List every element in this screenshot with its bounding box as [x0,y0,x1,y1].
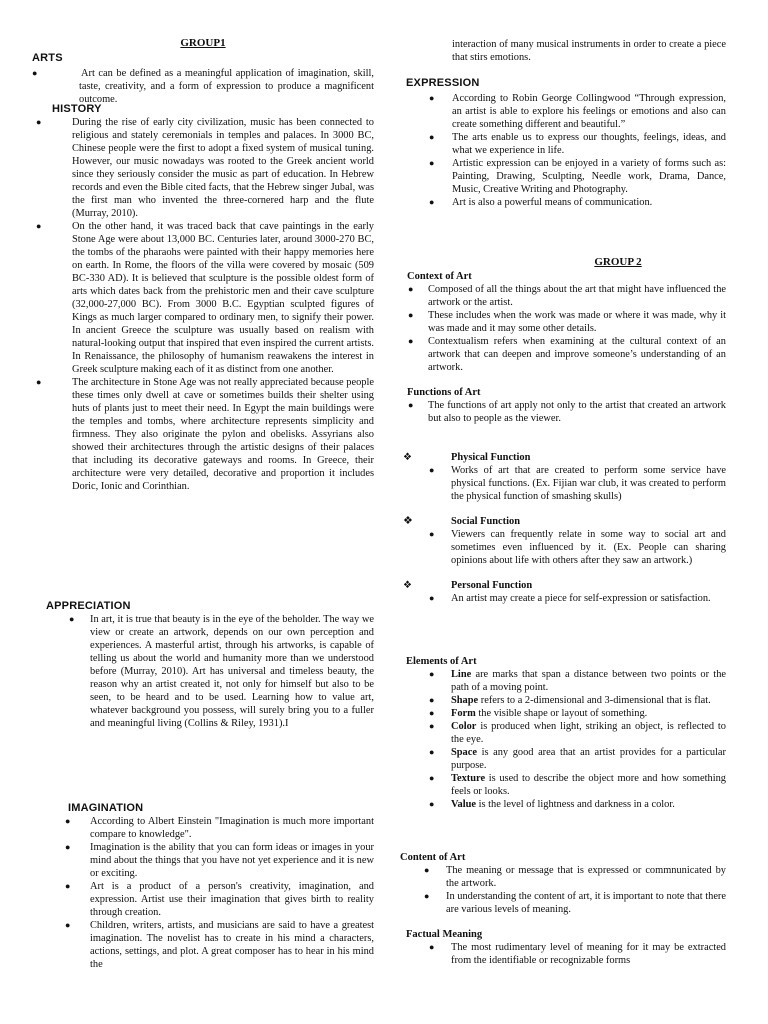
bullet-icon: ● [65,816,71,826]
list-item [400,528,726,567]
list-item [400,283,726,309]
imagination-text-2: Imagination is the ability that you can form ideas or images in your mind about the things that you have not yet experience and it is new or exciting. [90,842,374,879]
list-item [400,399,726,425]
bullet-icon: ● [36,221,42,231]
list-item [32,67,374,106]
bullet-icon: ● [408,336,414,346]
bullet-icon: ● [424,865,430,875]
bullet-icon: ● [429,747,435,757]
term-space: Space [451,747,477,758]
bullet-icon: ● [429,197,435,207]
context-text-3: Contextualism refers when examining at the cultural context of an artwork that can deepen and improve someone’s understanding of an artwork. [428,336,726,373]
list-item [32,116,374,220]
content-text-1: The meaning or message that is expressed or commnunicated by the artwork. [446,865,726,889]
arts-text: Art can be defined as a meaningful application of imagination, skill, taste, creativity, and a form of expression to produce a magnificent outcome. [79,68,374,105]
factual-meaning-heading: Factual Meaning [406,929,483,940]
list-item [400,92,726,131]
list-item [32,815,374,841]
bullet-icon: ● [429,695,435,705]
context-text-1: Composed of all the things about the art that might have influenced the artwork or the artist. [428,284,726,308]
bullet-icon: ● [429,93,435,103]
def-space: is any good area that an artist provides for a particular purpose. [451,747,726,771]
social-function-text: Viewers can frequently relate in some way to social art and sometimes even influenced by it. (Ex. People can sharing opinions about life with others after they saw an artwork.) [451,529,726,566]
social-function-heading-row [400,515,726,528]
list-item [400,798,726,811]
term-line: Line [451,669,472,680]
bullet-icon: ● [429,799,435,809]
factual-meaning-text: The most rudimentary level of meaning for it may be extracted from the identifiable or recognizable forms [451,942,726,966]
bullet-icon: ● [429,132,435,142]
element-texture [451,772,726,798]
history-text-1: During the rise of early city civilization, music has been connected to religious and stately ceremonials in temples and palaces. In 3000 BC, Chinese people were the first to adopt a fixed system of musical tuning. However, our music nowadays was rooted to the Greek ancient world since they seriously consider the music as part of education. In Hebrew records and even the Bible cited facts, that the Hebrew singer Jubal, was the first man who invented the three-cornered harp and the flute (Murray, 2010). [72,117,374,219]
personal-function-heading: Personal Function [451,580,533,591]
context-heading: Context of Art [407,271,472,282]
content-section [400,851,726,916]
expression-text-2: The arts enable us to express our thoughts, feelings, ideas, and what we experience in life. [452,132,726,156]
term-texture: Texture [451,773,486,784]
history-section [32,103,374,493]
element-color [451,720,726,746]
context-text-2: These includes when the work was made or where it was made, why it was made and it may some other details. [428,310,726,334]
def-line: are marks that span a distance between two points or the path of a moving point. [451,669,726,693]
term-shape: Shape [451,695,479,706]
element-value [451,798,726,811]
term-value: Value [451,799,477,810]
history-heading: HISTORY [52,103,102,115]
term-color: Color [451,721,477,732]
list-item [400,157,726,196]
list-item [400,335,726,374]
list-item [400,890,726,916]
def-form: the visible shape or layout of something. [478,708,648,719]
diamond-bullet-icon: ❖ [403,580,412,591]
def-shape: refers to a 2-dimensional and 3-dimensional that is flat. [480,695,711,706]
list-item [400,772,726,798]
list-item [400,309,726,335]
list-item [400,941,726,967]
list-item [400,196,726,209]
factual-meaning-section [400,928,726,967]
list-item [32,220,374,376]
appreciation-section [32,600,374,730]
list-item [32,919,374,971]
element-line [451,668,726,694]
functions-heading: Functions of Art [407,387,481,398]
list-item [400,131,726,157]
bullet-icon: ● [69,614,75,624]
bullet-icon: ● [32,68,38,78]
bullet-icon: ● [429,529,435,539]
list-item [400,720,726,746]
expression-text-4: Art is also a powerful means of communication. [452,197,653,208]
bullet-icon: ● [408,400,414,410]
history-text-2: On the other hand, it was traced back that cave paintings in the early Stone Age were about 13,000 BC. Centuries later, around 3000-270 BC, the tombs of the pharaohs were painted with their happy memories here on earth. In Rome, the floors of the villa were covered by mosaic (509 BC-330 AD). It is believed that sculpture is the possible oldest form of arts which dates back from the prehistoric men and their cave sculpture (32,000-27,000 BC). From 3000 B.C. Egyptian sculpted figures of Kings as much larger compared to ordinary men, to signify their power. In ancient Greece the sculpture was usually based on realism with natural-looking output that inspired that even inspired the current artists. In Renaissance, the philosophy of humanism reawakens the interest in Greek sculpture making each of it as distinct from one another. [72,221,374,375]
term-form: Form [451,708,476,719]
history-text-3: The architecture in Stone Age was not really appreciated because people these times only dwell at cave or sometimes builds their shelter using huts of plants just to meet their need. In Egypt the main buildings were the temples and tombs, where architecture represents simplicity and firmness. They also originate the pylon and obelisks. Assyrians also showed their architectures through the artistic designs of their palaces that including its decorative gateways and rooms. In Greece, their architecture were very detailed, decorative and proportion it includes Doric, Ionic and Corinthian. [72,377,374,492]
list-item [400,668,726,694]
def-texture: is used to describe the object more and how something feels or looks. [451,773,726,797]
physical-function-text: Works of art that are created to perform some service have physical functions. (Ex. Fijian war club, it was created to perform the physical function of smashing skulls) [451,465,726,502]
list-item [32,613,374,730]
bullet-icon: ● [424,891,430,901]
physical-function-heading-row [400,451,726,464]
bullet-icon: ● [408,310,414,320]
list-item [400,592,726,605]
imagination-text-3: Art is a product of a person's creativity, imagination, and expression. Artist use their imagination that gives birth to reality through creation. [90,881,374,918]
arts-heading: ARTS [32,52,63,64]
bullet-icon: ● [36,377,42,387]
list-item [400,707,726,720]
def-value: is the level of lightness and darkness in a color. [478,799,675,810]
group2-title: GROUP 2 [594,256,642,268]
personal-function-section [400,579,726,605]
list-item [400,746,726,772]
bullet-icon: ● [429,721,435,731]
social-function-section [400,515,726,567]
expression-heading: EXPRESSION [406,77,480,89]
elements-heading: Elements of Art [406,656,477,667]
physical-function-heading: Physical Function [451,452,531,463]
list-item [32,880,374,919]
element-shape [451,694,726,707]
expression-text-1: According to Robin George Collingwood “Through expression, an artist is able to explore his feelings or emotions and also can create something different and beautiful.” [452,93,726,130]
arts-section [32,52,374,106]
imagination-text-1: According to Albert Einstein "Imagination is much more important compare to knowledge". [90,816,374,840]
bullet-icon: ● [429,669,435,679]
bullet-icon: ● [429,465,435,475]
diamond-bullet-icon: ❖ [403,452,412,463]
list-item [400,694,726,707]
appreciation-heading: APPRECIATION [46,600,131,612]
group1-title: GROUP1 [180,37,226,49]
personal-function-text: An artist may create a piece for self-expression or satisfaction. [451,593,711,604]
bullet-icon: ● [429,158,435,168]
diamond-bullet-icon: ❖ [403,515,413,527]
bullet-icon: ● [429,773,435,783]
element-space [451,746,726,772]
bullet-icon: ● [429,593,435,603]
bullet-icon: ● [429,708,435,718]
bullet-icon: ● [429,942,435,952]
imagination-section [32,802,374,971]
content-heading: Content of Art [400,852,466,863]
imagination-text-4: Children, writers, artists, and musicians are said to have a greatest imagination. The novelist has to create in his mind a characters, actions, settings, and plot. A great composer has to hear in his mind the [90,920,374,970]
bullet-icon: ● [65,881,71,891]
def-color: is produced when light, striking an object, is reflected to the eye. [451,721,726,745]
bullet-icon: ● [65,842,71,852]
bullet-icon: ● [65,920,71,930]
appreciation-text: In art, it is true that beauty is in the eye of the beholder. The way we view or create an artwork, depends on our own perception and experiences. A masterful artist, through his artworks, is capable of telling us about the world and humanity more than we understood before (Murray, 2010). Art has universal and timeless beauty, the reason why an artist created it, not only for himself but also to be seen, to be heard and to be used. Learning how to value art, whatever background you possess, will surely bring you to a fuller and meaningful living (Collins & Riley, 1931).I [90,614,374,729]
list-item [32,841,374,880]
element-form [451,707,726,720]
functions-text: The functions of art apply not only to the artist that created an artwork but also to people as the viewer. [428,400,726,424]
bullet-icon: ● [408,284,414,294]
bullet-icon: ● [36,117,42,127]
physical-function-section [400,451,726,503]
functions-section [400,386,726,425]
imagination-heading: IMAGINATION [68,802,144,814]
content-text-2: In understanding the content of art, it is important to note that there are various levels of meaning. [446,891,726,915]
expression-text-3: Artistic expression can be enjoyed in a variety of forms such as: Painting, Drawing, Sculpting, Needle work, Drama, Dance, Music, Creative Writing and Photography. [452,158,726,195]
expression-section [400,77,726,209]
context-section [400,270,726,374]
elements-section [400,655,726,811]
social-function-heading: Social Function [451,516,520,527]
list-item [32,376,374,493]
personal-function-heading-row [400,579,726,592]
list-item [400,464,726,503]
list-item [400,864,726,890]
continuation-text: interaction of many musical instruments in order to create a piece that stirs emotions. [452,39,726,63]
